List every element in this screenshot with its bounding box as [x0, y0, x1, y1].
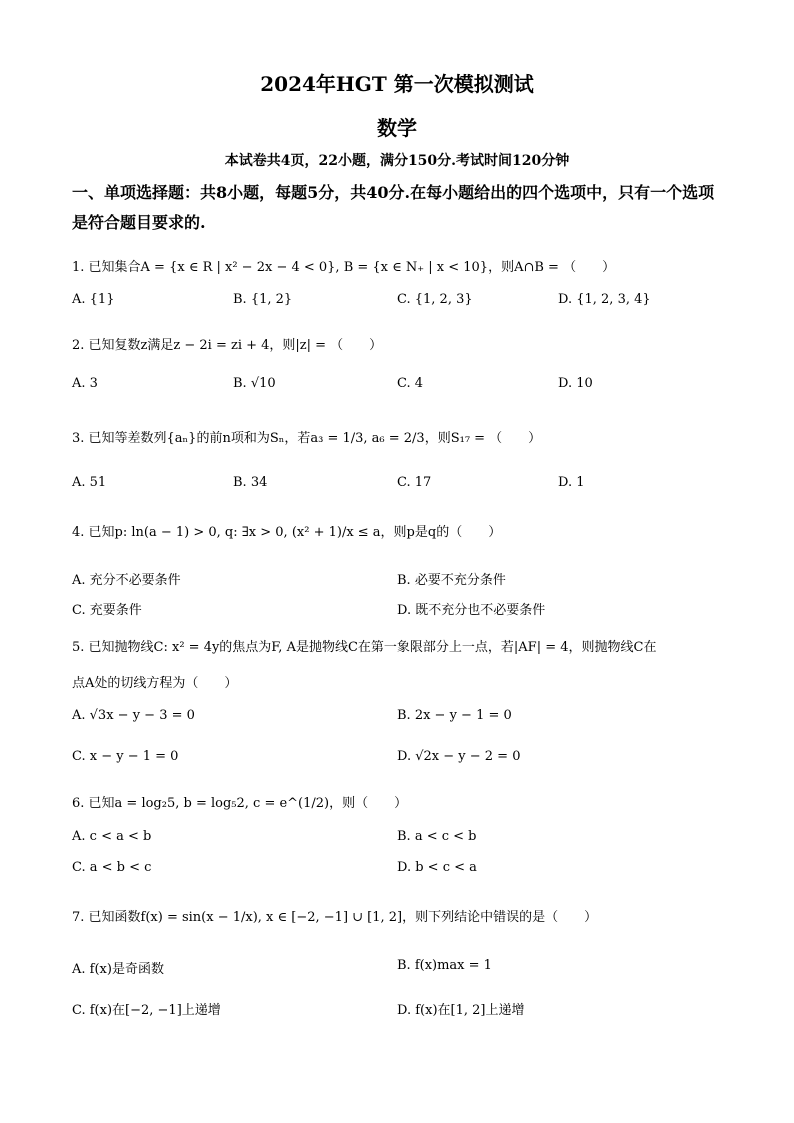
q3-option-a: A. 51	[72, 475, 107, 490]
question-3-stem: 3. 已知等差数列{aₙ}的前n项和为Sₙ，若a₃ = 1/3, a₆ = 2/3，则S₁₇ = （ ）	[72, 431, 542, 446]
q1-option-c: C. {1, 2, 3}	[397, 292, 473, 307]
q3-option-d: D. 1	[558, 475, 585, 490]
q1-option-a: A. {1}	[72, 292, 115, 307]
section-heading	[72, 178, 732, 238]
subject-title: 数学	[377, 116, 417, 140]
q5-option-d: D. √2x − y − 2 = 0	[397, 749, 521, 764]
q6-option-c: C. a < b < c	[72, 860, 152, 875]
exam-title: 2024年HGT 第一次模拟测试	[260, 72, 534, 96]
q5-option-a: A. √3x − y − 3 = 0	[72, 708, 195, 723]
q2-option-a: A. 3	[72, 376, 98, 391]
q4-option-d: D. 既不充分也不必要条件	[397, 603, 546, 618]
q1-option-b: B. {1, 2}	[233, 292, 293, 307]
question-2-stem: 2. 已知复数z满足z − 2i = zi + 4，则|z| = （ ）	[72, 338, 383, 353]
exam-info: 本试卷共4页，22小题，满分150分.考试时间120分钟	[224, 153, 570, 169]
q2-option-d: D. 10	[558, 376, 593, 391]
q6-option-b: B. a < c < b	[397, 829, 477, 844]
question-7-stem: 7. 已知函数f(x) = sin(x − 1/x), x ∈ [−2, −1] ∪ [1, 2]，则下列结论中错误的是（ ）	[72, 910, 598, 925]
question-1-stem: 1. 已知集合A = {x ∈ R | x² − 2x − 4 < 0}, B = {x ∈ N₊ | x < 10}，则A∩B = （ ）	[72, 260, 616, 275]
q4-option-c: C. 充要条件	[72, 603, 142, 618]
q6-option-d: D. b < c < a	[397, 860, 477, 875]
q6-option-a: A. c < a < b	[72, 829, 152, 844]
q1-option-d: D. {1, 2, 3, 4}	[558, 292, 651, 307]
q7-option-a: A. f(x)是奇函数	[72, 962, 164, 977]
q2-option-b: B. √10	[233, 376, 276, 391]
question-5-stem-line2: 点A处的切线方程为（ ）	[72, 676, 238, 691]
section-heading-line1: 一、单项选择题：共8小题，每题5分，共40分.在每小题给出的四个选项中，只有一个选项	[72, 183, 715, 202]
q2-option-c: C. 4	[397, 376, 424, 391]
q5-option-b: B. 2x − y − 1 = 0	[397, 708, 512, 723]
question-5-stem-line1: 5. 已知抛物线C: x² = 4y的焦点为F, A是抛物线C在第一象限部分上一点，若|AF| = 4，则抛物线C在	[72, 640, 657, 655]
q7-option-b: B. f(x)max = 1	[397, 958, 492, 973]
q3-option-b: B. 34	[233, 475, 268, 490]
q7-option-d: D. f(x)在[1, 2]上递增	[397, 1003, 525, 1018]
question-4-stem: 4. 已知p: ln(a − 1) > 0, q: ∃x > 0, (x² + 1)/x ≤ a，则p是q的（ ）	[72, 525, 502, 540]
q4-option-a: A. 充分不必要条件	[72, 573, 181, 588]
section-heading-line2: 是符合题目要求的.	[72, 213, 206, 232]
question-6-stem: 6. 已知a = log₂5, b = log₅2, c = e^(1/2)，则（ ）	[72, 796, 408, 811]
q3-option-c: C. 17	[397, 475, 432, 490]
q5-option-c: C. x − y − 1 = 0	[72, 749, 179, 764]
q4-option-b: B. 必要不充分条件	[397, 573, 506, 588]
q7-option-c: C. f(x)在[−2, −1]上递增	[72, 1003, 221, 1018]
